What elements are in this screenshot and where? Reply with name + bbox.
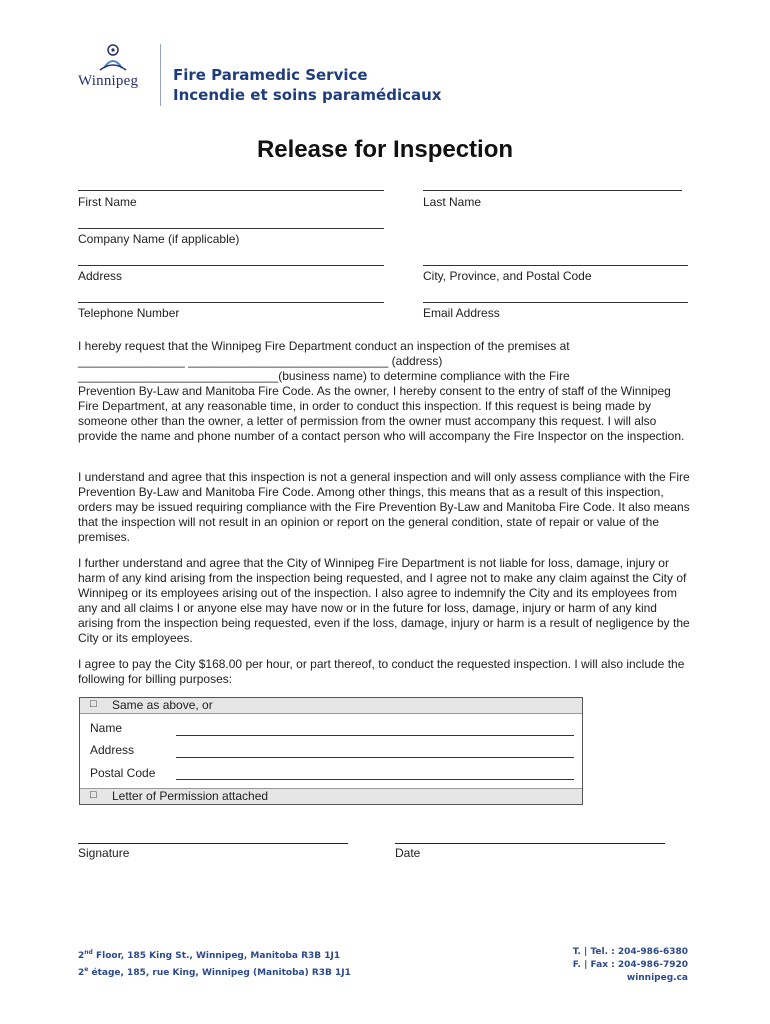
header-divider [160,44,161,106]
org-name-french: Incendie et soins paramédicaux [173,86,442,104]
letter-of-permission-label: Letter of Permission attached [112,789,269,803]
payment-paragraph: I agree to pay the City $168.00 per hour, or part thereof, to conduct the requested inspection. I will also include the following for billing purposes: [78,657,685,686]
billing-address-label: Address [90,743,135,757]
winnipeg-logo-icon [74,40,154,100]
footer-website-link[interactable]: winnipeg.ca [626,973,688,983]
billing-name-field[interactable] [176,735,574,736]
footer-address [78,946,351,980]
footer-address-english [78,946,351,963]
request-rest: Prevention By-Law and Manitoba Fire Code. As the owner, I hereby consent to the entry of staff of the Winnipeg Fire Department, at any reasonable time, in order to conduct this inspection. If this request is being made by someone other than the owner, a letter of permission from the owner must accompany this request. I will also provide the name and phone number of a contact person who will accompany the Fire Inspector on the inspection. [78,384,685,443]
billing-postal-code-label: Postal Code [90,766,156,780]
request-paragraph [78,339,693,444]
last-name-label: Last Name [423,195,482,209]
footer-floor-fr: 2 [78,968,85,978]
company-name-field[interactable] [78,228,384,229]
signature-field[interactable] [78,843,348,844]
footer-address-french [78,963,351,980]
request-line-3: ______________________________(business name) to determine compliance with the Fire [78,369,570,383]
company-name-label: Company Name (if applicable) [78,232,240,246]
letter-of-permission-row [80,788,582,804]
billing-postal-code-field[interactable] [176,779,574,780]
billing-name-label: Name [90,721,123,735]
request-line-1: I hereby request that the Winnipeg Fire Department conduct an inspection of the premises at [78,339,570,353]
footer-address-fr-text: étage, 185, rue King, Winnipeg (Manitoba) R3B 1J1 [88,968,351,978]
footer-floor-fr-sup: e [84,966,89,973]
date-field[interactable] [395,843,665,844]
same-as-above-checkbox[interactable]: □ [90,698,97,710]
address-field[interactable] [78,265,384,266]
email-field[interactable] [423,302,688,303]
footer-floor-en-sup: nd [84,949,93,956]
logo-wordmark: Winnipeg [78,73,139,89]
date-label: Date [395,846,421,860]
letter-of-permission-checkbox[interactable]: □ [90,789,97,801]
page-title: Release for Inspection [256,136,514,163]
billing-box [79,697,583,805]
footer-telephone: T. | Tel. : 204-986-6380 [572,947,688,957]
signature-label: Signature [78,846,130,860]
address-label: Address [78,269,123,283]
last-name-field[interactable] [423,190,682,191]
first-name-label: First Name [78,195,137,209]
city-province-postal-label: City, Province, and Postal Code [423,269,592,283]
liability-paragraph: I further understand and agree that the City of Winnipeg Fire Department is not liable for loss, damage, injury or harm of any kind arising from the inspection being requested, and I agree not to make any claim against the City of Winnipeg or its employees arising out of the inspection. I also agree to indemnify the City and its employees from any and all claims I or anyone else may have now or in the future for loss, damage, injury or harm of any kind arising from the inspection being requested, even if the loss, damage, injury or harm is a result of negligence by the City or its employees. [78,556,690,645]
footer-floor-en: 2 [78,951,85,961]
email-label: Email Address [423,306,500,320]
city-province-postal-field[interactable] [423,265,688,266]
same-as-above-row [80,698,582,714]
telephone-field[interactable] [78,302,384,303]
org-name-english: Fire Paramedic Service [173,66,368,84]
billing-address-field[interactable] [176,757,574,758]
footer-fax: F. | Fax : 204-986-7920 [572,960,688,970]
request-line-2: ________________ ______________________________ (address) [78,354,443,368]
first-name-field[interactable] [78,190,384,191]
footer-contact [573,946,688,985]
telephone-label: Telephone Number [78,306,180,320]
understanding-paragraph: I understand and agree that this inspection is not a general inspection and will only assess compliance with the Fire Prevention By-Law and Manitoba Fire Code. Among other things, this means that as a result of this inspection, orders may be issued requiring compliance with the Fire Prevention By-Law and Manitoba Fire Code. It also means that the inspection will not result in an opinion or report on the general condition, state of repair or value of the premises. [78,470,690,544]
same-as-above-label: Same as above, or [112,698,213,712]
footer-address-en-text: Floor, 185 King St., Winnipeg, Manitoba R3B 1J1 [92,951,341,961]
